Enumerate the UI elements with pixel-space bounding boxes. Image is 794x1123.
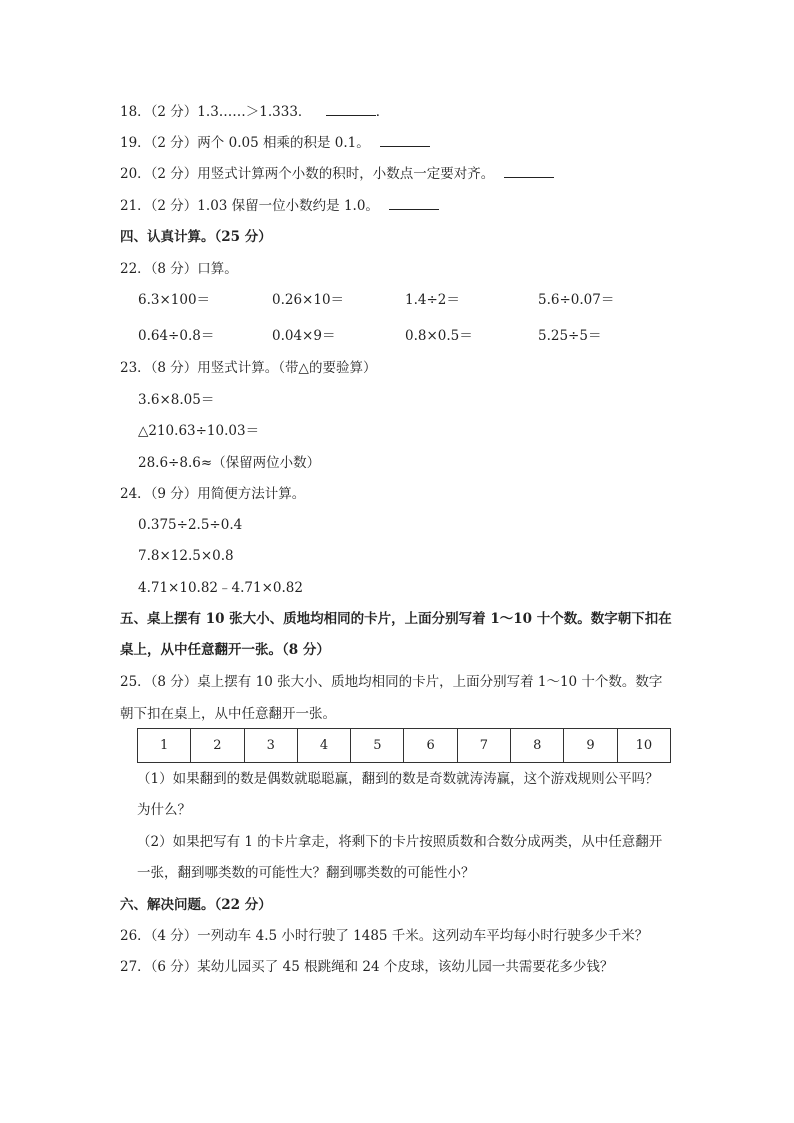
vertical-calc-item: 28.6÷8.6≈（保留两位小数） [138, 455, 321, 471]
vertical-calc-item: 3.6×8.05＝ [138, 392, 215, 408]
card-cell: 9 [564, 729, 617, 763]
card-cell: 3 [244, 729, 297, 763]
card-cell: 2 [191, 729, 244, 763]
card-cell: 4 [297, 729, 350, 763]
answer-blank-20[interactable] [504, 165, 554, 178]
mental-calc-item: 0.26×10＝ [272, 292, 345, 308]
question-25-sub-1-line-1: （1）如果翻到的数是偶数就聪聪赢，翻到的数是奇数就涛涛赢，这个游戏规则公平吗？ [137, 771, 659, 787]
question-18-end: ． [375, 104, 390, 120]
mental-calc-item: 5.25÷5＝ [538, 328, 602, 344]
question-25-line-2: 朝下扣在桌上，从中任意翻开一张。 [120, 706, 336, 722]
vertical-calc-item: △210.63÷10.03＝ [138, 423, 260, 439]
question-22: 22．（8 分）口算。 [120, 261, 238, 277]
mental-calc-item: 1.4÷2＝ [405, 292, 460, 308]
simplified-calc-item: 0.375÷2.5÷0.4 [138, 517, 243, 533]
mental-calc-item: 6.3×100＝ [138, 292, 211, 308]
card-cell: 1 [138, 729, 191, 763]
question-20 [120, 164, 554, 184]
mental-calc-item: 5.6÷0.07＝ [538, 292, 615, 308]
question-18 [120, 102, 389, 122]
section-6-title: 六、解决问题。（22 分） [120, 897, 272, 913]
mental-calc-row-1 [138, 290, 678, 310]
section-5-title-line-2: 桌上，从中任意翻开一张。（8 分） [120, 642, 330, 658]
question-26: 26．（4 分）一列动车 4.5 小时行驶了 1485 千米。这列动车平均每小时行驶多少千米？ [120, 928, 649, 944]
question-21 [120, 196, 439, 216]
question-25-sub-2-line-1: （2）如果把写有 1 的卡片拿走，将剩下的卡片按照质数和合数分成两类，从中任意翻开 [137, 834, 663, 850]
mental-calc-item: 0.64÷0.8＝ [138, 328, 215, 344]
answer-blank-19[interactable] [380, 134, 430, 147]
question-25-sub-2-line-2: 一张，翻到哪类数的可能性大？翻到哪类数的可能性小？ [137, 865, 475, 881]
simplified-calc-item: 7.8×12.5×0.8 [138, 548, 234, 564]
answer-blank-18[interactable] [326, 103, 376, 116]
section-4-title: 四、认真计算。（25 分） [120, 229, 272, 245]
mental-calc-row-2 [138, 326, 678, 346]
answer-blank-21[interactable] [389, 197, 439, 210]
question-18-text: 18．（2 分）1.3……＞1.333． [120, 104, 316, 120]
mental-calc-item: 0.8×0.5＝ [405, 328, 473, 344]
question-19-text: 19．（2 分）两个 0.05 相乘的积是 0.1。 [120, 135, 370, 151]
cards-row [138, 729, 671, 763]
cards-table [137, 728, 671, 763]
card-cell: 8 [511, 729, 564, 763]
question-24: 24．（9 分）用简便方法计算。 [120, 486, 306, 502]
question-19 [120, 133, 430, 153]
card-cell: 5 [351, 729, 404, 763]
card-cell: 10 [617, 729, 670, 763]
question-25-line-1: 25．（8 分）桌上摆有 10 张大小、质地均相同的卡片，上面分别写着 1～10 十个数。数字 [120, 674, 663, 690]
question-25-sub-1-line-2: 为什么？ [137, 802, 191, 818]
mental-calc-item: 0.04×9＝ [272, 328, 336, 344]
question-27: 27．（6 分）某幼儿园买了 45 根跳绳和 24 个皮球，该幼儿园一共需要花多少钱？ [120, 959, 614, 975]
question-20-text: 20．（2 分）用竖式计算两个小数的积时，小数点一定要对齐。 [120, 166, 495, 182]
section-5-title-line-1: 五、桌上摆有 10 张大小、质地均相同的卡片，上面分别写着 1～10 十个数。数字朝下扣在 [120, 611, 672, 627]
question-21-text: 21．（2 分）1.03 保留一位小数约是 1.0。 [120, 198, 379, 214]
question-23: 23．（8 分）用竖式计算。（带△的要验算） [120, 360, 377, 376]
card-cell: 7 [457, 729, 510, 763]
card-cell: 6 [404, 729, 457, 763]
simplified-calc-item: 4.71×10.82﹣4.71×0.82 [138, 580, 303, 596]
